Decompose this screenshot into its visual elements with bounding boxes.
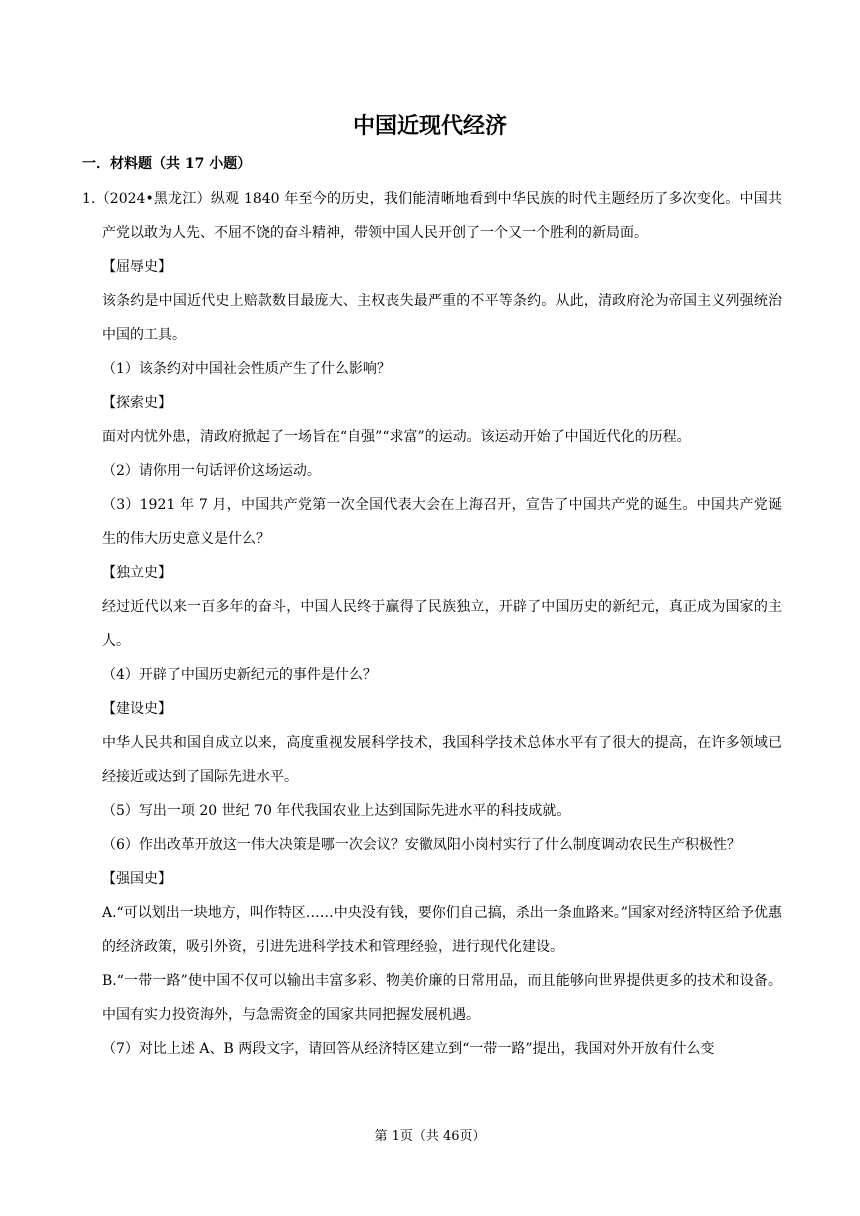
page-footer: 第 1页（共 46页） [374, 1129, 486, 1144]
sub-question-4: （4）开辟了中国历史新纪元的事件是什么？ [102, 667, 377, 683]
page-title: 中国近现代经济 [352, 114, 507, 139]
material-text-a: A.“可以划出一块地方，叫作特区……中央没有钱，要你们自己搞，杀出一条血路来。”国家对经济特区给予优惠的经济政策，吸引外资，引进先进科学技术和管理经验，进行现代化建设。 [102, 905, 782, 955]
material-heading-strong-nation: 【强国史】 [102, 871, 172, 887]
sub-question-5: （5）写出一项 20 世纪 70 年代我国农业上达到国际先进水平的科技成就。 [102, 803, 571, 819]
question-intro: 1.（2024•黑龙江）纵观 1840 年至今的历史，我们能清晰地看到中华民族的时代主题经历了多次变化。中国共产党以敢为人先、不屈不饶的奋斗精神，带领中国人民开创了一个又一个胜利的新局面。 [82, 191, 782, 241]
section-heading: 一．材料题（共 17 小题） [82, 156, 252, 172]
material-heading-humiliation: 【屈辱史】 [102, 259, 172, 275]
sub-question-7: （7）对比上述 A、B 两段文字，请回答从经济特区建立到“一带一路”提出，我国对外开放有什么变 [102, 1041, 715, 1057]
material-text-b: B.“一带一路”使中国不仅可以输出丰富多彩、物美价廉的日常用品，而且能够向世界提供更多的技术和设备。中国有实力投资海外，与急需资金的国家共同把握发展机遇。 [102, 973, 782, 1023]
material-heading-exploration: 【探索史】 [102, 395, 172, 411]
material-text-independence: 经过近代以来一百多年的奋斗，中国人民终于赢得了民族独立，开辟了中国历史的新纪元，真正成为国家的主人。 [102, 599, 782, 649]
sub-question-2: （2）请你用一句话评价这场运动。 [102, 463, 321, 479]
sub-question-1: （1）该条约对中国社会性质产生了什么影响？ [102, 361, 391, 377]
question-1 [82, 182, 782, 1066]
sub-question-3: （3）1921 年 7 月，中国共产党第一次全国代表大会在上海召开，宣告了中国共产党的诞生。中国共产党诞生的伟大历史意义是什么？ [102, 497, 782, 547]
material-text-construction: 中华人民共和国自成立以来，高度重视发展科学技术，我国科学技术总体水平有了很大的提高，在许多领域已经接近或达到了国际先进水平。 [102, 735, 782, 785]
material-heading-independence: 【独立史】 [102, 565, 172, 581]
material-text-exploration: 面对内忧外患，清政府掀起了一场旨在“自强”“求富”的运动。该运动开始了中国近代化的历程。 [102, 429, 691, 445]
material-text-humiliation: 该条约是中国近代史上赔款数目最庞大、主权丧失最严重的不平等条约。从此，清政府沦为帝国主义列强统治中国的工具。 [102, 293, 782, 343]
material-heading-construction: 【建设史】 [102, 701, 172, 717]
sub-question-6: （6）作出改革开放这一伟大决策是哪一次会议？安徽凤阳小岗村实行了什么制度调动农民生产积极性？ [102, 837, 741, 853]
